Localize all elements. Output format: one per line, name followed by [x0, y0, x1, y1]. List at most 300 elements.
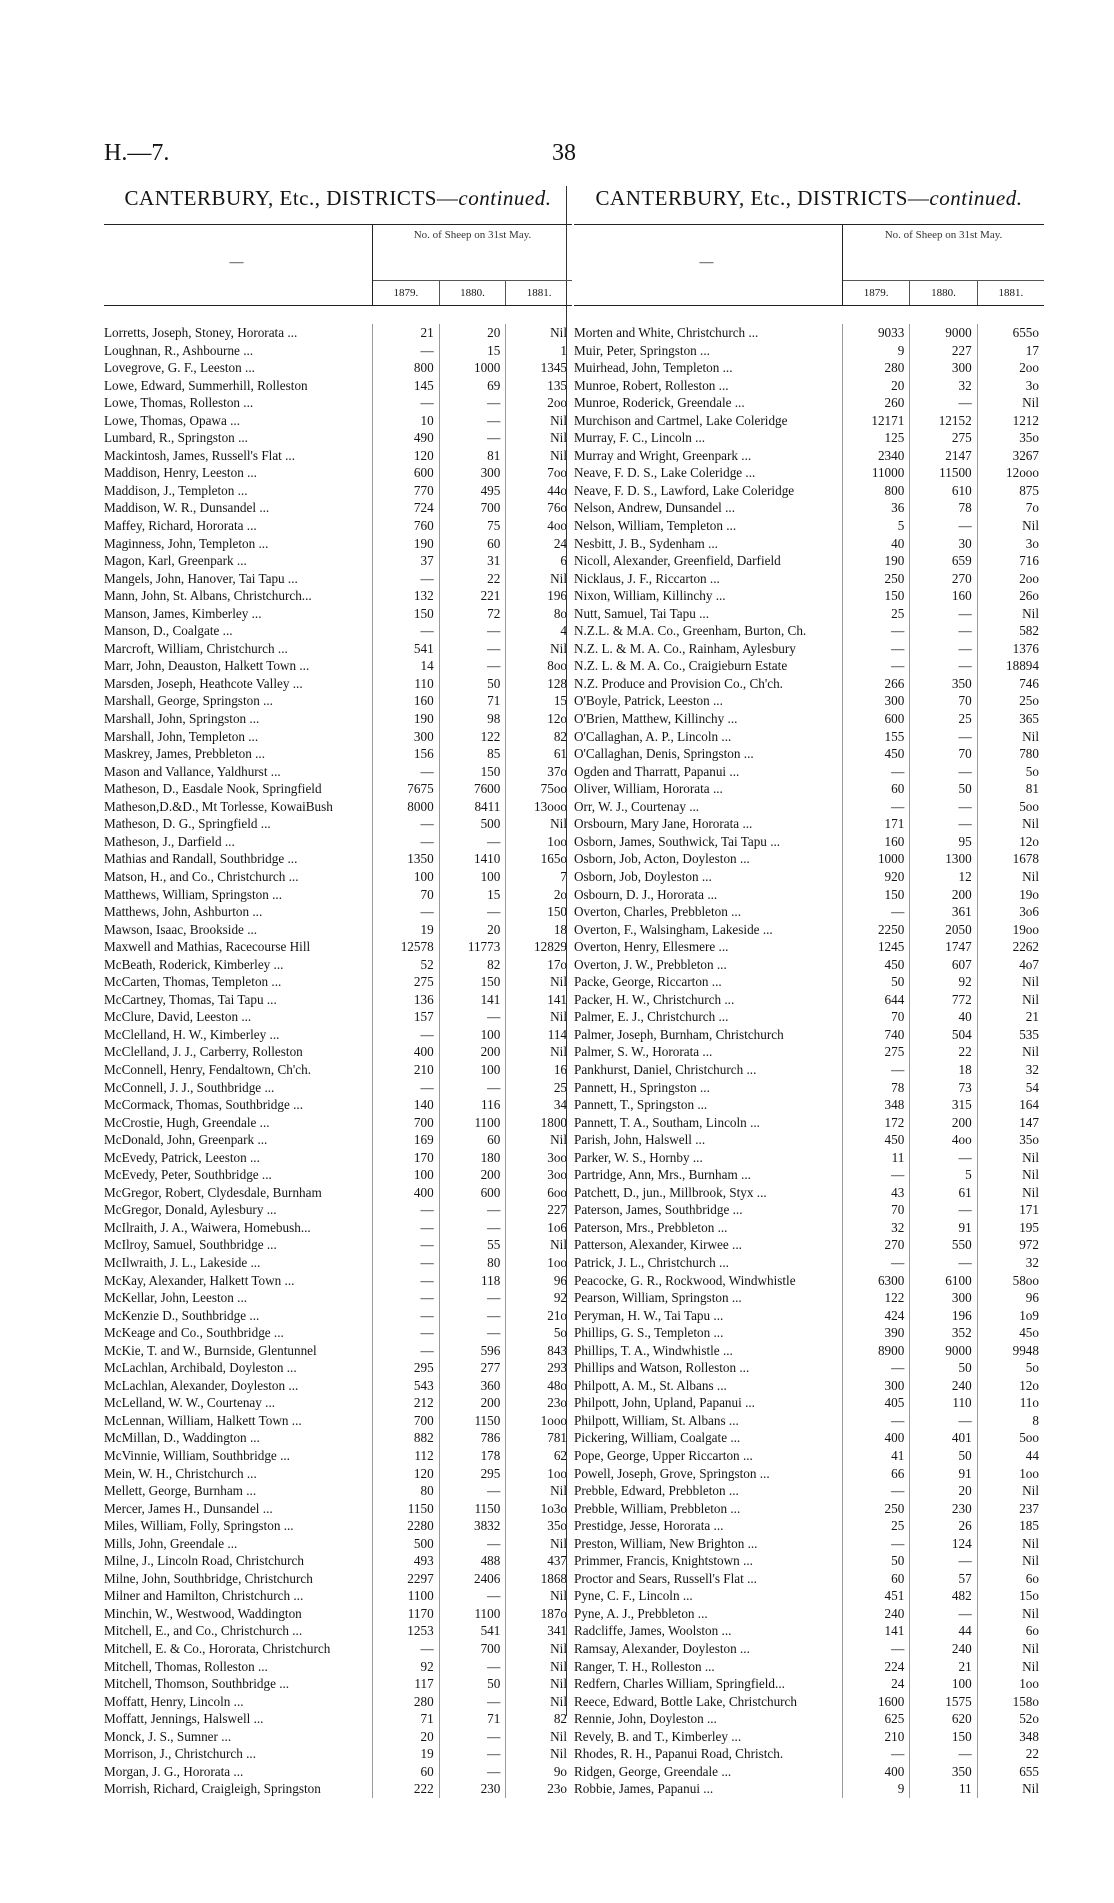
owner-name: Pannett, H., Springston ...: [574, 1079, 710, 1095]
owner-name: N.Z.L. & M.A. Co., Greenham, Burton, Ch.: [574, 623, 807, 639]
table-row: [574, 1693, 1044, 1711]
table-row: [104, 1079, 572, 1097]
sheep-1880: —: [439, 1324, 506, 1342]
sheep-1879: 882: [372, 1429, 439, 1447]
sheep-1880: —: [439, 1763, 506, 1781]
sheep-1879: 5: [842, 517, 909, 535]
table-row: [104, 1236, 572, 1254]
sheep-1881: 1345: [505, 359, 572, 377]
sheep-1879: —: [842, 1482, 909, 1500]
sheep-1881: Nil: [505, 1535, 572, 1553]
sheep-1881: 3oo: [505, 1166, 572, 1184]
sheep-1879: 1150: [372, 1500, 439, 1518]
sheep-1880: 1747: [909, 938, 976, 956]
table-row: [104, 675, 572, 693]
sheep-1881: Nil: [977, 868, 1044, 886]
sheep-1879: 25: [842, 605, 909, 623]
sheep-1881: 227: [505, 1201, 572, 1219]
sheep-1880: 1150: [439, 1500, 506, 1518]
sheep-1881: 48o: [505, 1377, 572, 1395]
sheep-1879: 600: [372, 464, 439, 482]
table-row: [574, 1745, 1044, 1763]
sheep-1880: 20: [439, 324, 506, 342]
sheep-1880: 1100: [439, 1605, 506, 1623]
sheep-1879: 9: [842, 1780, 909, 1798]
sheep-1881: 655o: [977, 324, 1044, 342]
sheep-1881: 171: [977, 1201, 1044, 1219]
sheep-1879: 8000: [372, 798, 439, 816]
owner-name: Minchin, W., Westwood, Waddington: [104, 1605, 302, 1621]
sheep-1879: —: [842, 1412, 909, 1430]
sheep-1881: 37o: [505, 763, 572, 781]
sheep-1879: 190: [372, 535, 439, 553]
table-row: [104, 1026, 572, 1044]
owner-name: McBeath, Roderick, Kimberley ...: [104, 956, 284, 972]
year-headers: [373, 280, 572, 305]
sheep-1880: —: [909, 1552, 976, 1570]
owner-name: Mein, W. H., Christchurch ...: [104, 1465, 257, 1481]
owner-name: Maddison, W. R., Dunsandel ...: [104, 500, 270, 516]
sheep-1879: 240: [842, 1605, 909, 1623]
sheep-1880: 92: [909, 973, 976, 991]
sheep-1881: 6o: [977, 1622, 1044, 1640]
sheep-1881: 3267: [977, 447, 1044, 465]
sheep-1881: 1oo: [505, 1465, 572, 1483]
sheep-1879: 280: [842, 359, 909, 377]
table-row: [574, 552, 1044, 570]
sheep-1881: 12o: [977, 1377, 1044, 1395]
sheep-1881: 24: [505, 535, 572, 553]
sheep-1881: Nil: [505, 1658, 572, 1676]
sheep-1881: 1o9: [977, 1307, 1044, 1325]
owner-name: Milner and Hamilton, Christchurch ...: [104, 1588, 304, 1604]
sheep-1881: Nil: [977, 728, 1044, 746]
sheep-1880: 11500: [909, 464, 976, 482]
sheep-1881: 3oo: [505, 1149, 572, 1167]
sheep-1879: 400: [372, 1043, 439, 1061]
sheep-1879: 275: [842, 1043, 909, 1061]
owner-name: Mann, John, St. Albans, Christchurch...: [104, 588, 312, 604]
owner-name: Muirhead, John, Templeton ...: [574, 360, 733, 376]
sheep-1881: 114: [505, 1026, 572, 1044]
sheep-1881: Nil: [977, 973, 1044, 991]
owner-name: McKenzie D., Southbridge ...: [104, 1307, 260, 1323]
sheep-1880: 71: [439, 1710, 506, 1728]
sheep-1881: 6: [505, 552, 572, 570]
sheep-1880: 240: [909, 1640, 976, 1658]
owner-name: Maskrey, James, Prebbleton ...: [104, 746, 266, 762]
sheep-1881: Nil: [505, 640, 572, 658]
sheep-1880: —: [909, 657, 976, 675]
sheep-1879: 275: [372, 973, 439, 991]
sheep-1879: 390: [842, 1324, 909, 1342]
sheep-1881: 1o3o: [505, 1500, 572, 1518]
owner-name: Pannett, T. A., Southam, Lincoln ...: [574, 1114, 760, 1130]
sheep-1879: 300: [842, 692, 909, 710]
owner-name: Marshall, George, Springston ...: [104, 693, 273, 709]
sheep-1879: 1170: [372, 1605, 439, 1623]
owner-name: Pope, George, Upper Riccarton ...: [574, 1448, 753, 1463]
sheep-1880: 12: [909, 868, 976, 886]
sheep-1879: —: [372, 1026, 439, 1044]
sheep-1879: 700: [372, 1412, 439, 1430]
table-row: [104, 605, 572, 623]
table-row: [104, 1359, 572, 1377]
sheep-1879: 150: [842, 886, 909, 904]
sheep-1879: 157: [372, 1008, 439, 1026]
sheep-1881: 12829: [505, 938, 572, 956]
sheep-1879: 450: [842, 745, 909, 763]
table-row: [104, 1166, 572, 1184]
sheep-1879: 541: [372, 640, 439, 658]
owner-name: Philpott, John, Upland, Papanui ...: [574, 1395, 755, 1411]
sheep-1879: 644: [842, 991, 909, 1009]
owner-name: Magon, Karl, Greenpark ...: [104, 553, 247, 569]
sheep-1880: —: [909, 605, 976, 623]
table-row: [574, 640, 1044, 658]
year-header-1879: 1879.: [373, 281, 440, 305]
sheep-1879: 770: [372, 482, 439, 500]
sheep-1879: 210: [372, 1061, 439, 1079]
sheep-1880: 11: [909, 1780, 976, 1798]
sheep-1880: 659: [909, 552, 976, 570]
table-row: [574, 692, 1044, 710]
owner-name: O'Callaghan, A. P., Lincoln ...: [574, 728, 732, 744]
sheep-1879: 20: [372, 1728, 439, 1746]
owner-name: Maddison, J., Templeton ...: [104, 482, 248, 498]
sheep-1880: 44: [909, 1622, 976, 1640]
owner-name: Proctor and Sears, Russell's Flat ...: [574, 1570, 757, 1586]
owner-name: Reece, Edward, Bottle Lake, Christchurch: [574, 1693, 798, 1709]
sheep-1881: 44: [977, 1447, 1044, 1465]
table-row: [104, 728, 572, 746]
sheep-1880: —: [909, 1201, 976, 1219]
owner-name: Nutt, Samuel, Tai Tapu ...: [574, 605, 710, 621]
sheep-1881: 5oo: [977, 798, 1044, 816]
sheep-1879: 50: [842, 973, 909, 991]
sheep-1879: —: [842, 1061, 909, 1079]
sheep-1881: Nil: [505, 1008, 572, 1026]
sheep-1879: 60: [842, 1570, 909, 1588]
sheep-1881: Nil: [505, 1131, 572, 1149]
sheep-1879: —: [372, 1307, 439, 1325]
sheep-1880: 1300: [909, 850, 976, 868]
sheep-1879: 493: [372, 1552, 439, 1570]
sheep-1879: 172: [842, 1114, 909, 1132]
sheep-1881: 158o: [977, 1693, 1044, 1711]
table-row: [574, 1342, 1044, 1360]
sheep-1880: 607: [909, 956, 976, 974]
sheep-1880: 2147: [909, 447, 976, 465]
sheep-1880: 541: [439, 1622, 506, 1640]
owner-name: Nicoll, Alexander, Greenfield, Darfield: [574, 553, 781, 569]
sheep-1880: 178: [439, 1447, 506, 1465]
sheep-1879: —: [372, 815, 439, 833]
owner-name: Overton, J. W., Prebbleton ...: [574, 956, 727, 972]
sheep-1879: 170: [372, 1149, 439, 1167]
sheep-1880: 50: [909, 780, 976, 798]
year-header-1880: 1880.: [440, 281, 507, 305]
owner-name: Loughnan, R., Ashbourne ...: [104, 342, 254, 358]
owner-name: Osborn, Job, Acton, Doyleston ...: [574, 851, 750, 867]
table-row: [574, 1166, 1044, 1184]
sheep-1881: 437: [505, 1552, 572, 1570]
sheep-1881: 6oo: [505, 1184, 572, 1202]
sheep-1879: —: [842, 622, 909, 640]
table-row: [574, 1219, 1044, 1237]
owner-name: Mercer, James H., Dunsandel ...: [104, 1500, 273, 1516]
sheep-1879: 451: [842, 1587, 909, 1605]
sheep-1879: 92: [372, 1658, 439, 1676]
owner-name: Pannett, T., Springston ...: [574, 1097, 708, 1113]
table-row: [574, 1482, 1044, 1500]
column-title: [574, 186, 1044, 216]
owner-name: N.Z. L. & M. A. Co., Craigieburn Estate: [574, 658, 788, 674]
owner-name: Lowe, Edward, Summerhill, Rolleston: [104, 377, 308, 393]
sheep-1879: 1000: [842, 850, 909, 868]
table-row: [104, 1289, 572, 1307]
sheep-1879: 1600: [842, 1693, 909, 1711]
sheep-1881: 16: [505, 1061, 572, 1079]
table-row: [574, 429, 1044, 447]
sheep-1880: —: [909, 1149, 976, 1167]
sheep-1879: —: [372, 833, 439, 851]
table-row: [104, 1324, 572, 1342]
sheep-1881: 11o: [977, 1394, 1044, 1412]
sheep-1880: 9000: [909, 324, 976, 342]
table-row: [574, 868, 1044, 886]
sheep-1881: 32: [977, 1254, 1044, 1272]
sheep-1879: 21: [372, 324, 439, 342]
table-row: [574, 1394, 1044, 1412]
sheep-1881: Nil: [505, 815, 572, 833]
sheep-count-header: [842, 225, 1044, 305]
sheep-1879: 70: [372, 886, 439, 904]
table-row: [574, 324, 1044, 342]
sheep-1879: 212: [372, 1394, 439, 1412]
table-row: [574, 903, 1044, 921]
table-row: [104, 1342, 572, 1360]
sheep-1879: 43: [842, 1184, 909, 1202]
sheep-1881: Nil: [977, 815, 1044, 833]
sheep-1880: 71: [439, 692, 506, 710]
owner-name: Mackintosh, James, Russell's Flat ...: [104, 447, 296, 463]
sheep-1881: Nil: [977, 1149, 1044, 1167]
sheep-1879: 10: [372, 412, 439, 430]
sheep-1880: 118: [439, 1272, 506, 1290]
sheep-1879: 400: [842, 1429, 909, 1447]
table-row: [104, 640, 572, 658]
table-row: [574, 1149, 1044, 1167]
table-row: [574, 1026, 1044, 1044]
sheep-1880: 360: [439, 1377, 506, 1395]
sheep-1881: 716: [977, 552, 1044, 570]
sheep-1880: 5: [909, 1166, 976, 1184]
owner-name: Nicklaus, J. F., Riccarton ...: [574, 570, 720, 586]
sheep-1879: 156: [372, 745, 439, 763]
sheep-1881: 8oo: [505, 657, 572, 675]
sheep-1881: 19oo: [977, 921, 1044, 939]
sheep-1879: 190: [372, 710, 439, 728]
table-row: [574, 1114, 1044, 1132]
owner-name: McKay, Alexander, Halkett Town ...: [104, 1272, 295, 1288]
table-row: [104, 903, 572, 921]
sheep-1880: —: [439, 1079, 506, 1097]
table-row: [104, 1394, 572, 1412]
sheep-1879: 348: [842, 1096, 909, 1114]
sheep-1880: —: [909, 517, 976, 535]
sheep-1880: 20: [439, 921, 506, 939]
table-row: [104, 1517, 572, 1535]
owner-name: Lorretts, Joseph, Stoney, Hororata ...: [104, 325, 298, 340]
sheep-1881: 196: [505, 587, 572, 605]
sheep-1879: —: [372, 1236, 439, 1254]
sheep-1879: 160: [842, 833, 909, 851]
table-row: [104, 1149, 572, 1167]
sheep-1881: Nil: [505, 1675, 572, 1693]
table-row: [574, 1289, 1044, 1307]
table-row: [574, 728, 1044, 746]
sheep-1880: 230: [909, 1500, 976, 1518]
sheep-1879: 150: [372, 605, 439, 623]
table-row: [574, 710, 1044, 728]
sheep-1880: 32: [909, 377, 976, 395]
sheep-1880: 57: [909, 1570, 976, 1588]
table-row: [104, 1552, 572, 1570]
sheep-1881: 54: [977, 1079, 1044, 1097]
owner-name: Overton, Henry, Ellesmere ...: [574, 939, 729, 955]
sheep-1879: 150: [842, 587, 909, 605]
owner-name: Ramsay, Alexander, Doyleston ...: [574, 1641, 750, 1657]
owner-name: Munroe, Roderick, Greendale ...: [574, 395, 745, 411]
table-row: [574, 1763, 1044, 1781]
sheep-1881: Nil: [977, 1640, 1044, 1658]
sheep-1881: Nil: [977, 1605, 1044, 1623]
owner-name: Nelson, William, Templeton ...: [574, 518, 737, 534]
sheep-1879: 210: [842, 1728, 909, 1746]
sheep-1881: Nil: [505, 1236, 572, 1254]
table-row: [574, 850, 1044, 868]
owner-name: Mitchell, Thomson, Southbridge ...: [104, 1676, 290, 1692]
owner-name: Milne, J., Lincoln Road, Christchurch: [104, 1553, 304, 1569]
sheep-1879: 140: [372, 1096, 439, 1114]
sheep-1880: 22: [909, 1043, 976, 1061]
sheep-1879: 405: [842, 1394, 909, 1412]
sheep-1879: 450: [842, 956, 909, 974]
sheep-1879: 400: [842, 1763, 909, 1781]
sheep-1881: 1oo: [505, 1254, 572, 1272]
owner-name: McLachlan, Archibald, Doyleston ...: [104, 1360, 297, 1376]
table-row: [574, 1131, 1044, 1149]
sheep-1881: 187o: [505, 1605, 572, 1623]
sheep-1880: 50: [909, 1447, 976, 1465]
table-header: [104, 224, 572, 306]
table-row: [574, 798, 1044, 816]
sheep-1880: 1100: [439, 1114, 506, 1132]
sheep-1879: 169: [372, 1131, 439, 1149]
owner-name: Morten and White, Christchurch ...: [574, 325, 759, 340]
owner-name: McKie, T. and W., Burnside, Glentunnel: [104, 1342, 317, 1358]
table-row: [574, 1377, 1044, 1395]
table-row: [574, 464, 1044, 482]
table-row: [104, 342, 572, 360]
name-column-header: —: [699, 255, 714, 270]
sheep-1880: —: [439, 622, 506, 640]
owner-name: Rhodes, R. H., Papanui Road, Christch.: [574, 1746, 784, 1762]
sheep-1881: 164: [977, 1096, 1044, 1114]
sheep-1880: —: [909, 394, 976, 412]
table-row: [574, 1201, 1044, 1219]
sheep-1881: 7: [505, 868, 572, 886]
sheep-1881: 2262: [977, 938, 1044, 956]
sheep-1881: Nil: [977, 1535, 1044, 1553]
owner-name: Powell, Joseph, Grove, Springston ...: [574, 1465, 770, 1481]
owner-name: Mawson, Isaac, Brookside ...: [104, 921, 258, 937]
sheep-1881: 9948: [977, 1342, 1044, 1360]
sheep-1881: 18: [505, 921, 572, 939]
sheep-1879: 110: [372, 675, 439, 693]
owner-name: Ogden and Tharratt, Papanui ...: [574, 763, 740, 779]
sheep-1880: 15: [439, 886, 506, 904]
column-title-continued: continued.: [929, 186, 1023, 210]
owner-name: Muir, Peter, Springston ...: [574, 342, 710, 358]
sheep-1879: 250: [842, 570, 909, 588]
sheep-1879: —: [372, 763, 439, 781]
owner-name: Monck, J. S., Sumner ...: [104, 1728, 232, 1744]
sheep-1880: 350: [909, 675, 976, 693]
table-row: [104, 464, 572, 482]
owner-name: Packer, H. W., Christchurch ...: [574, 991, 735, 1007]
sheep-1881: 76o: [505, 499, 572, 517]
owner-name: Murray, F. C., Lincoln ...: [574, 430, 706, 446]
sheep-1879: —: [372, 1272, 439, 1290]
sheep-1879: 100: [372, 1166, 439, 1184]
sheep-1881: 96: [977, 1289, 1044, 1307]
sheep-1881: 1868: [505, 1570, 572, 1588]
owner-name: Pyne, C. F., Lincoln ...: [574, 1588, 693, 1604]
sheep-1880: 275: [909, 429, 976, 447]
table-row: [574, 833, 1044, 851]
owner-name: O'Boyle, Patrick, Leeston ...: [574, 693, 723, 709]
sheep-1879: —: [372, 1324, 439, 1342]
owner-name: Matson, H., and Co., Christchurch ...: [104, 868, 299, 884]
sheep-1880: 240: [909, 1377, 976, 1395]
table-row: [104, 1482, 572, 1500]
sheep-1881: 12o: [505, 710, 572, 728]
sheep-1879: 66: [842, 1465, 909, 1483]
sheep-1880: 700: [439, 499, 506, 517]
owner-name: Morrison, J., Christchurch ...: [104, 1746, 257, 1762]
table-row: [104, 1184, 572, 1202]
sheep-1880: 620: [909, 1710, 976, 1728]
sheep-1879: 52: [372, 956, 439, 974]
sheep-1879: 60: [842, 780, 909, 798]
owner-name: McDonald, John, Greenpark ...: [104, 1132, 268, 1148]
sheep-1881: Nil: [977, 1552, 1044, 1570]
table-row: [574, 1324, 1044, 1342]
owner-name: Prebble, William, Prebbleton ...: [574, 1500, 741, 1516]
table-row: [104, 1587, 572, 1605]
sheep-count-caption: No. of Sheep on 31st May.: [413, 229, 532, 241]
owner-name: Murray and Wright, Greenpark ...: [574, 447, 752, 463]
table-row: [574, 956, 1044, 974]
sheep-1880: 610: [909, 482, 976, 500]
sheep-1881: 22: [977, 1745, 1044, 1763]
sheep-1879: —: [372, 570, 439, 588]
sheep-1881: 18894: [977, 657, 1044, 675]
sheep-1881: 15o: [977, 1587, 1044, 1605]
sheep-1881: 535: [977, 1026, 1044, 1044]
